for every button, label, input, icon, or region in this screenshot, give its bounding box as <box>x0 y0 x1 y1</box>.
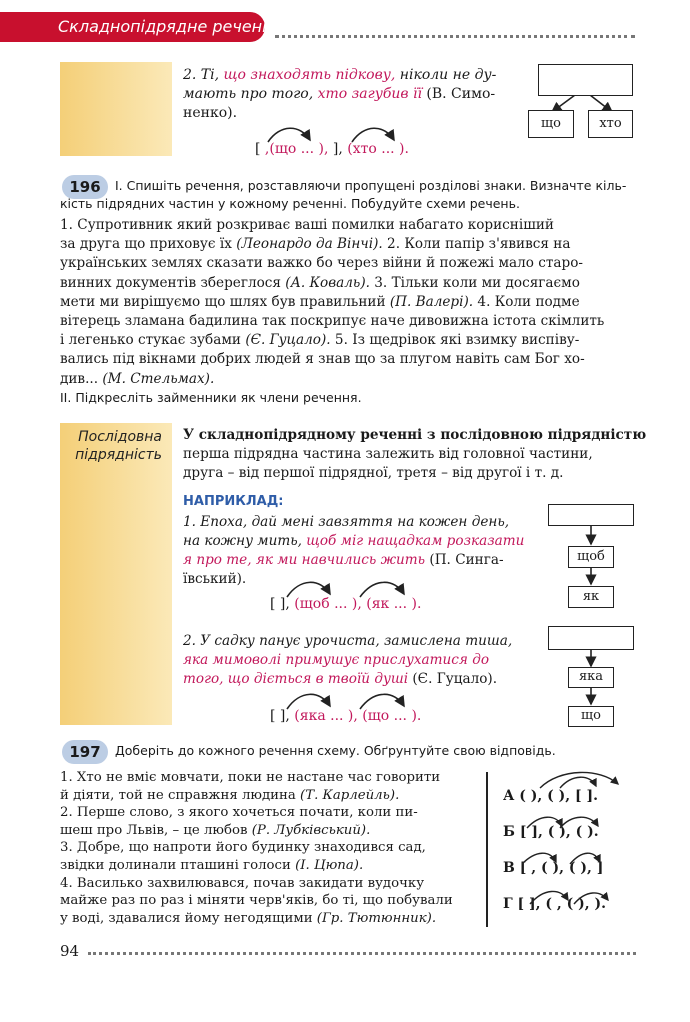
text-segment: і легенько стукає зубами <box>60 332 246 349</box>
text-segment: 2. Ті, <box>183 67 224 83</box>
exercise-196-task2: ІІ. Підкресліть займенники як члени речення. <box>60 390 362 405</box>
scheme-segment: ,(що ... ), <box>264 141 329 157</box>
scheme-segment: (щоб ... ), <box>294 596 367 612</box>
scheme-text: [ , ( ), ( ), ] <box>514 860 604 876</box>
text-segment: (А. Коваль). <box>285 274 370 291</box>
text-segment: 3. Тільки коли ми досягаємо <box>369 274 580 291</box>
side-label-line1: Послідовна <box>78 429 162 445</box>
exercise-196-task-line1: І. Спишіть речення, розставляючи пропущені розділові знаки. Визначте кіль- <box>115 178 627 193</box>
text-segment: (П. Валері). <box>389 293 474 310</box>
text-segment: винних документів збереглося <box>60 274 286 291</box>
text-segment: майже раз по раз і міняти черв'яків, бо ті, що побували <box>60 893 453 909</box>
scheme-segment: [ ], <box>270 596 295 612</box>
text-segment: (П. Синга- <box>425 552 504 568</box>
text-segment: вались під вікнами добрих людей я знав що за плугом навіть сам Бог хо- <box>60 351 585 368</box>
exercise-196-badge: 196 <box>62 175 108 199</box>
scheme-segment: (що ... ). <box>362 708 422 724</box>
scheme-text: ( ), ( ), [ ]. <box>514 788 599 804</box>
scheme-letter: А <box>503 788 515 804</box>
text-segment: див... <box>60 370 103 387</box>
scheme-letter: Б <box>503 824 515 840</box>
text-segment: (Є. Гуцало). <box>245 332 331 349</box>
text-segment: за друга що приховує їх <box>60 236 237 253</box>
text-segment: 5. Із щедрівок які взимку виспіву- <box>330 332 580 349</box>
text-segment: У складнопідрядному реченні з послідовною підрядністю <box>183 427 647 443</box>
side-label-line2: підрядність <box>75 447 162 463</box>
scheme-text: [ ], ( , ( ), ). <box>512 896 607 912</box>
text-segment: шеш про Львів, – це любов <box>60 822 252 838</box>
scheme-segment: (яка ... ), <box>294 708 363 724</box>
text-segment: 3. Добре, що напроти його будинку знаходився сад, <box>60 840 426 856</box>
text-segment: 4. Василько захвилювався, почав закидати вудочку <box>60 875 425 891</box>
text-segment: українських землях сказати важко бо через війни й пожежі мало старо- <box>60 255 583 272</box>
text-segment: 1. Епоха, дай мені завзяття на кожен день, <box>183 514 510 530</box>
scheme-segment: (хто ... ). <box>347 141 409 157</box>
text-segment: щоб міг нащадкам розказати <box>306 533 525 549</box>
text-segment: (Леонардо да Вінчі). <box>236 236 383 253</box>
diagram2-box-yaka: яка <box>568 667 614 688</box>
scheme-segment: [ <box>255 141 261 157</box>
text-segment: 2. Перше слово, з якого хочеться почати, коли пи- <box>60 805 418 821</box>
text-segment: що знаходять підкову, <box>223 67 396 83</box>
text-segment: (Є. Гуцало). <box>408 671 498 687</box>
scheme-segment: (як ... ). <box>366 596 422 612</box>
text-segment: я про те, як ми навчились жить <box>183 552 426 568</box>
text-segment: перша підрядна частина залежить від головної частини, <box>183 446 593 462</box>
exercise-197-badge: 197 <box>62 740 108 764</box>
text-segment: хто загубив її <box>317 86 422 102</box>
text-segment: ївський). <box>183 571 247 587</box>
text-segment: (В. Симо- <box>421 86 496 102</box>
scheme-letter: В <box>503 860 515 876</box>
exercise-197-task: Доберіть до кожного речення схему. Обґрунтуйте свою відповідь. <box>115 743 556 758</box>
diagram-box-khto: хто <box>588 110 633 138</box>
example-heading: НАПРИКЛАД: <box>183 494 284 509</box>
text-segment: (Т. Карлейль). <box>300 787 400 803</box>
text-segment: друга – від першої підрядної, третя – від другої і т. д. <box>183 465 564 481</box>
text-segment: (І. Цюпа). <box>295 858 364 873</box>
scheme-segment: [ ], <box>270 708 295 724</box>
text-segment: (Р. Лубківський). <box>251 822 371 838</box>
diagram-box-shcho: що <box>528 110 574 138</box>
exercise-196-task-line2: кість підрядних частин у кожному реченні. Побудуйте схеми речень. <box>60 196 520 211</box>
diagram1-box-shchob: щоб <box>568 546 614 568</box>
scheme-segment: ], <box>328 141 348 157</box>
text-segment: 1. Супротивник який розкриває ваші помилки набагато корисніший <box>60 217 554 233</box>
text-segment: того, що діється в твоїй душі <box>183 671 409 687</box>
text-segment: 2. Коли папір з'явився на <box>382 236 571 253</box>
text-segment: ніколи не ду- <box>395 67 497 83</box>
section-title: Складнопідрядне речення <box>58 17 283 36</box>
scheme-text: [ ], ( ), ( ). <box>514 824 599 840</box>
text-segment: на кожну мить, <box>183 533 307 549</box>
text-segment: мети ми вирішуємо що шлях був правильний <box>60 293 390 310</box>
text-segment: 1. Хто не вміє мовчати, поки не настане час говорити <box>60 770 441 785</box>
diagram1-box-yak: як <box>568 586 614 608</box>
text-segment: яка мимоволі примушує прислухатися до <box>183 652 490 668</box>
text-segment: 4. Коли подме <box>473 293 580 310</box>
text-segment: звідки долинали пташині голоси <box>60 858 296 873</box>
text-segment: мають про того, <box>183 86 318 102</box>
text-segment: (Гр. Тютюнник). <box>316 910 437 926</box>
scheme-letter: Г <box>503 896 513 912</box>
footer-dotted-rule <box>88 952 636 955</box>
text-segment: ненко). <box>183 105 238 121</box>
diagram2-box-shcho: що <box>568 706 614 727</box>
text-segment: у воді, здавалися йому негодящими <box>60 910 317 926</box>
text-segment: 2. У садку панує урочиста, замислена тиша, <box>183 633 513 649</box>
page-number: 94 <box>60 942 80 960</box>
text-segment: (М. Стельмах). <box>102 370 215 387</box>
text-segment: вітерець зламана бадилина так поскрипує наче дивовижна істота скімлить <box>60 313 605 329</box>
text-segment: й діяти, той не справжня людина <box>60 787 301 803</box>
